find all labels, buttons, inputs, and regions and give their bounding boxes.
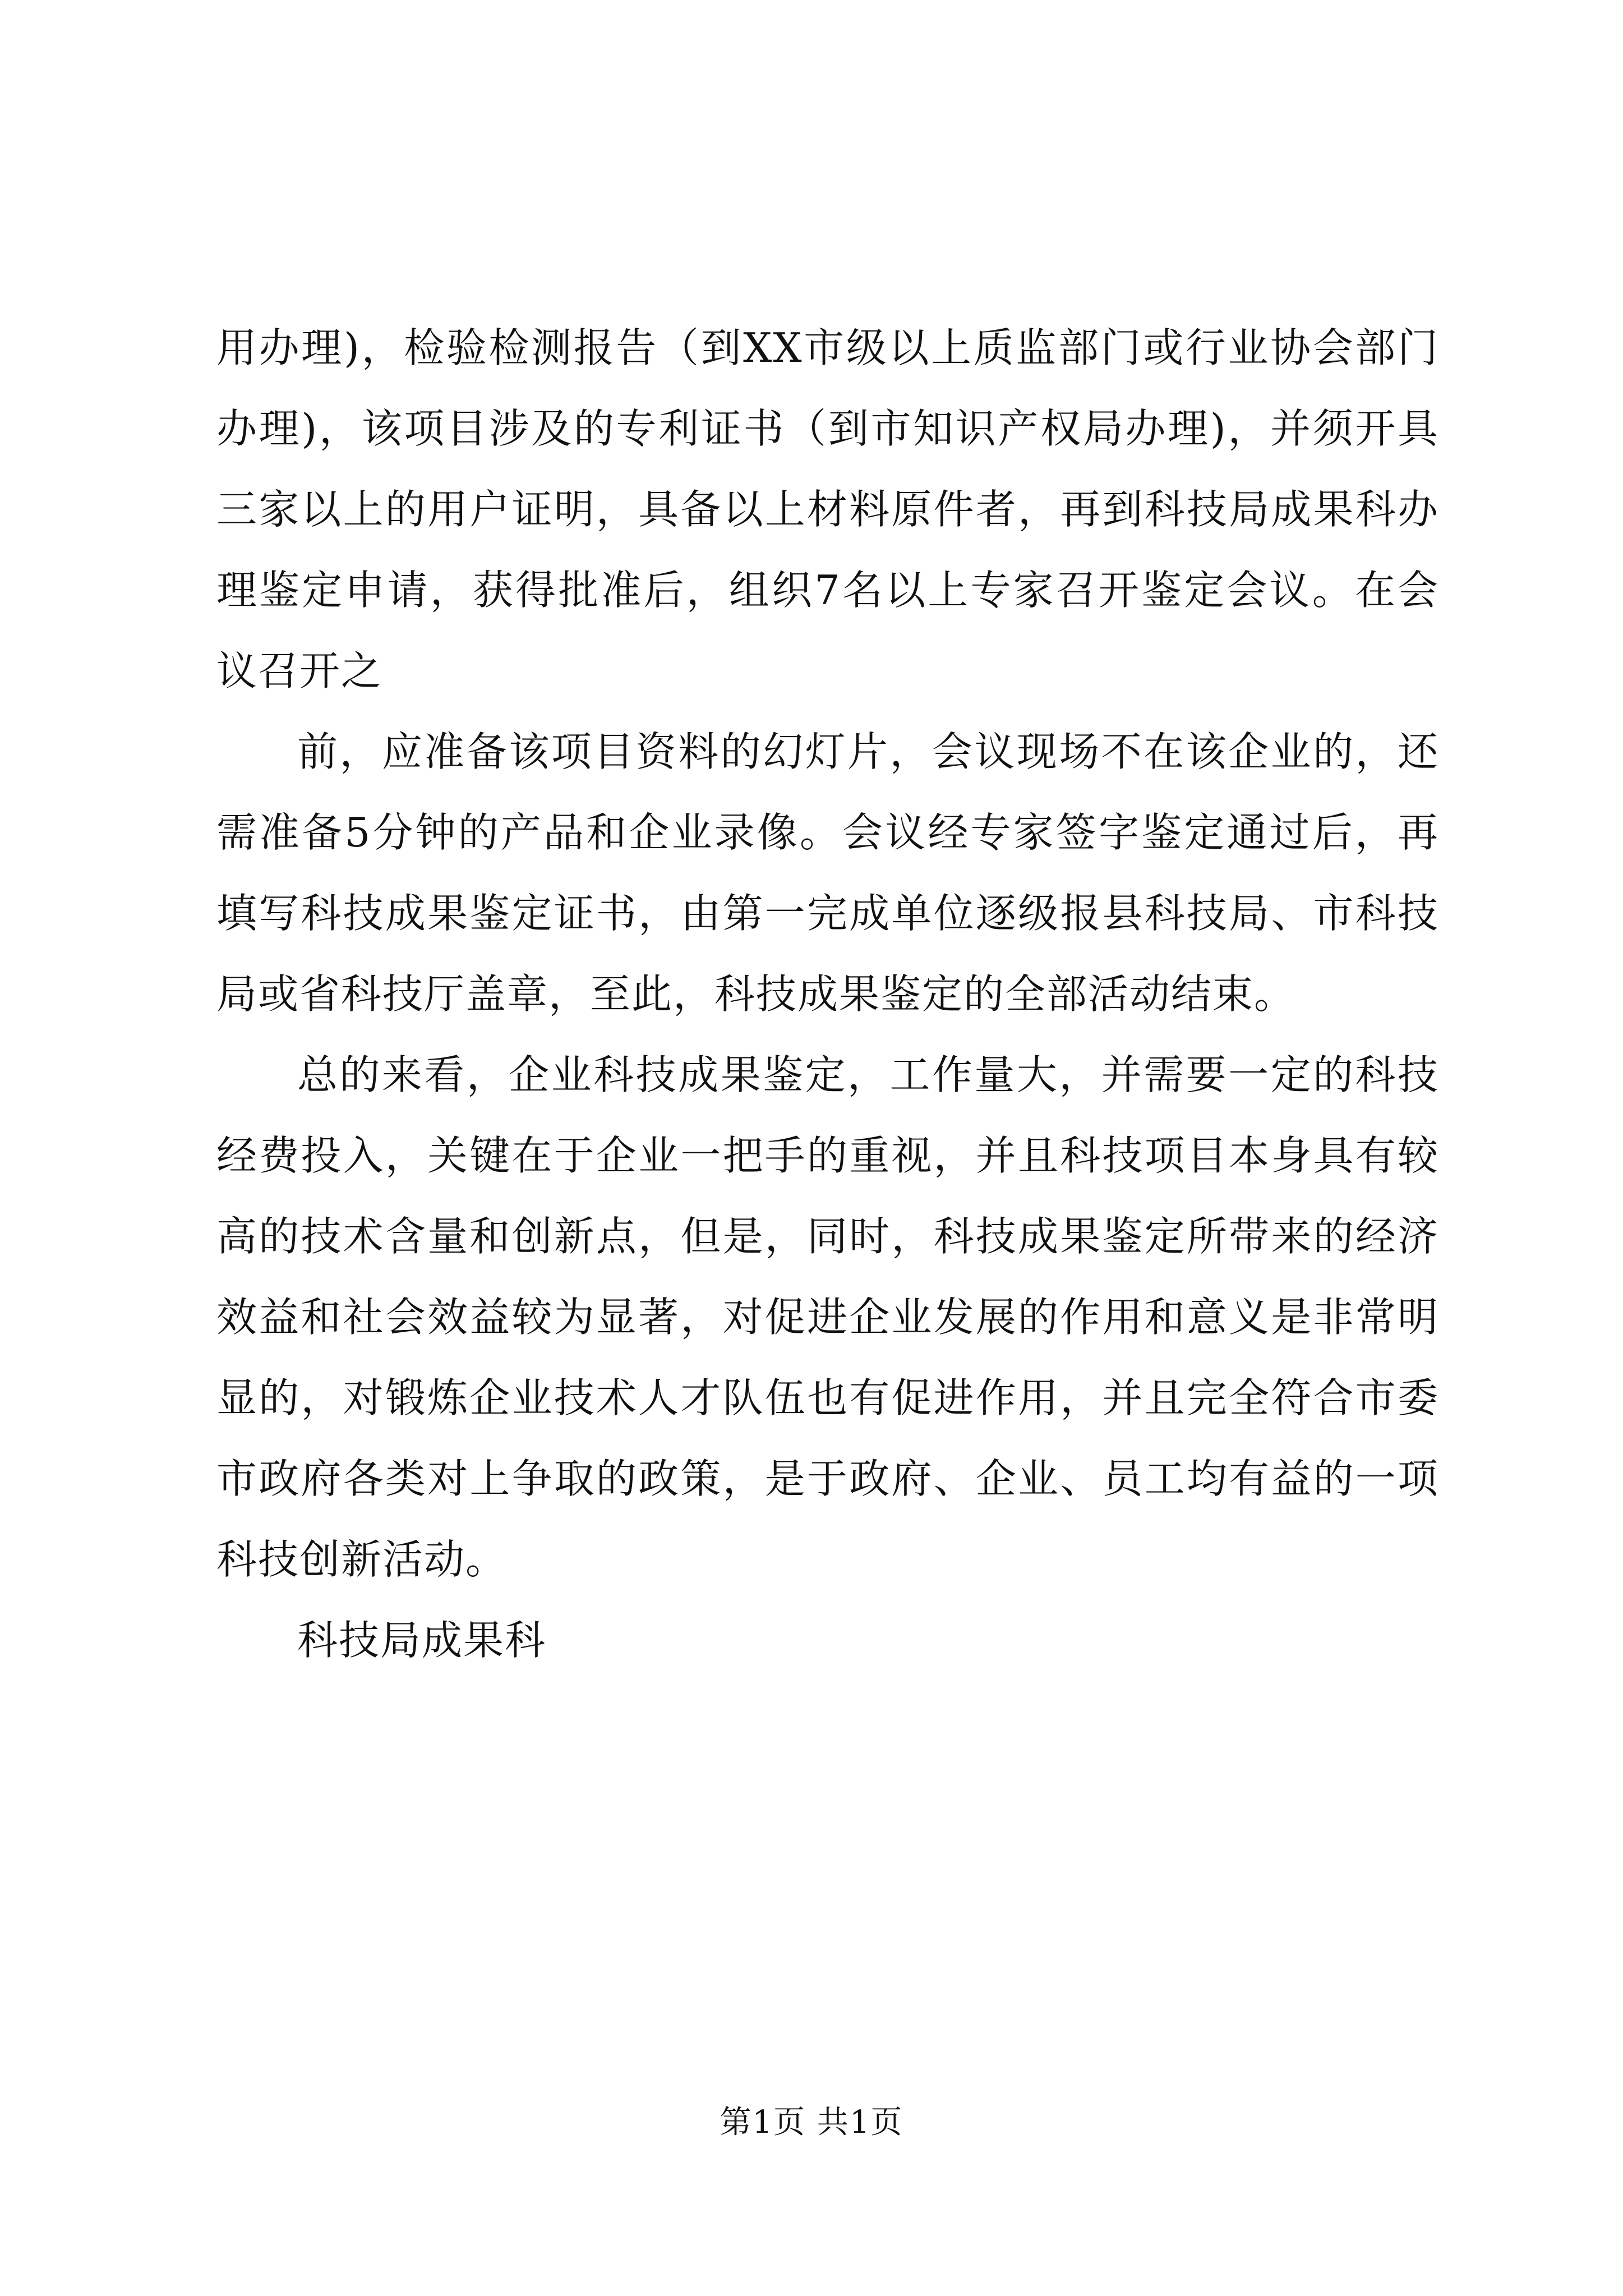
- page-footer: 第1页 共1页: [720, 2104, 903, 2141]
- paragraph-continuation: 用办理)，检验检测报告（到XX市级以上质监部门或行业协会部门办理)，该项目涉及的专利证书（到市知识产权局办理)，并须开具三家以上的用户证明，具备以上材料原件者，再到科技局成果科办理鉴定申请，获得批准后，组织7名以上专家召开鉴定会议。在会议召开之: [216, 324, 1439, 694]
- signature-line: 科技局成果科: [297, 1617, 547, 1664]
- paragraph-summary: 总的来看，企业科技成果鉴定，工作量大，并需要一定的科技经费投入，关键在于企业一把手的重视，并且科技项目本身具有较高的技术含量和创新点，但是，同时，科技成果鉴定所带来的经济效益和社会效益较为显著，对促进企业发展的作用和意义是非常明显的，对锻炼企业技术人才队伍也有促进作用，并且完全符合市委市政府各类对上争取的政策，是于政府、企业、员工均有益的一项科技创新活动。: [216, 1051, 1439, 1583]
- paragraph-preparation: 前，应准备该项目资料的幻灯片，会议现场不在该企业的，还需准备5分钟的产品和企业录像。会议经专家签字鉴定通过后，再填写科技成果鉴定证书，由第一完成单位逐级报县科技局、市科技局或省科技厅盖章，至此，科技成果鉴定的全部活动结束。: [216, 728, 1439, 1018]
- document-body: [216, 307, 1439, 1681]
